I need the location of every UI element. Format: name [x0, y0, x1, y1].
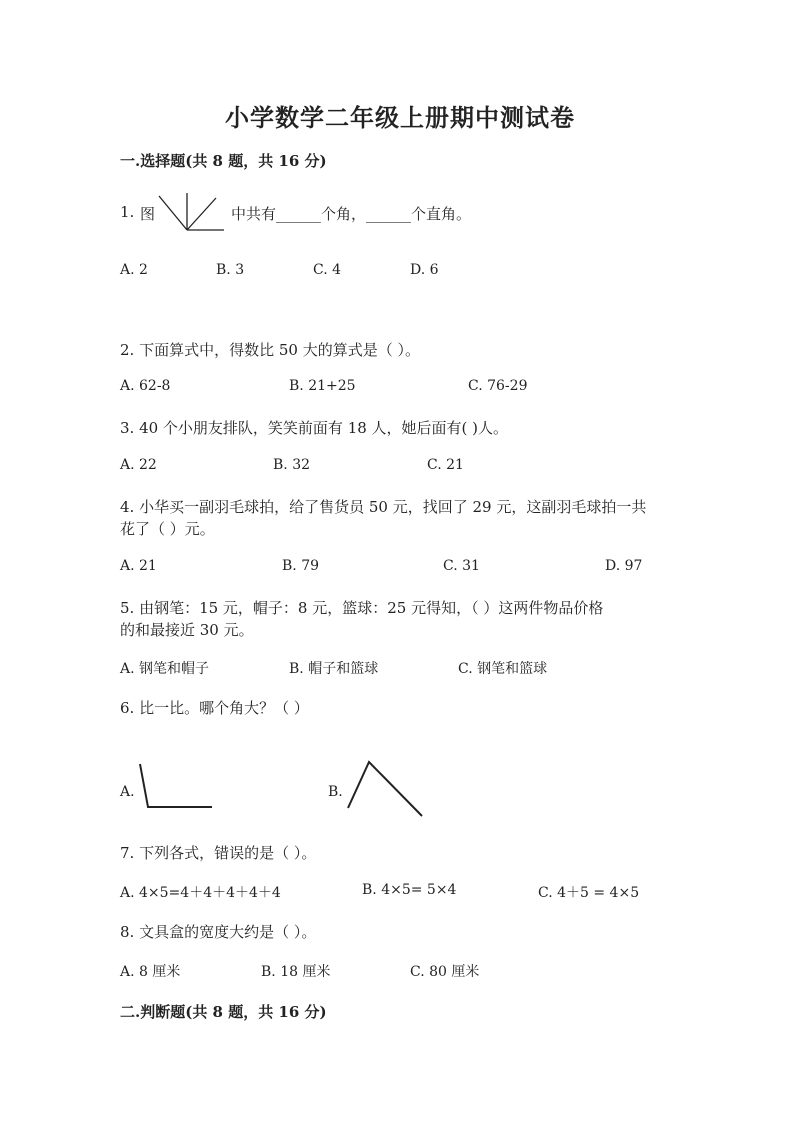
section-heading-judgment: 二.判断题(共 8 题，共 16 分): [120, 1003, 327, 1021]
angle-b-lines: [348, 762, 422, 816]
question-8-text: 8. 文具盒的宽度大约是（ ）。: [120, 923, 317, 941]
question-4-option-c[interactable]: C. 31: [443, 558, 480, 574]
angle-rays-figure: [156, 192, 226, 234]
ray-right: [187, 198, 216, 230]
question-8-option-c[interactable]: C. 80 厘米: [410, 964, 480, 980]
question-1-suffix: 中共有______个角，______个直角。: [231, 205, 472, 223]
question-6-option-a[interactable]: A.: [120, 784, 135, 800]
question-4-option-d[interactable]: D. 97: [605, 558, 643, 574]
question-8-option-a[interactable]: A. 8 厘米: [120, 964, 181, 980]
question-3-text: 3. 40 个小朋友排队，笑笑前面有 18 人，她后面有( )人。: [120, 419, 509, 437]
question-6-text: 6. 比一比。哪个角大？（ ）: [120, 699, 309, 717]
question-4-option-a[interactable]: A. 21: [120, 558, 157, 574]
question-1-option-d[interactable]: D. 6: [410, 262, 439, 278]
ray-left: [159, 196, 187, 230]
question-4-line-1: 4. 小华买一副羽毛球拍，给了售货员 50 元，找回了 29 元，这副羽毛球拍一共: [120, 498, 647, 516]
question-2-text: 2. 下面算式中，得数比 50 大的算式是（ ）。: [120, 341, 420, 359]
angle-b-figure: [344, 756, 428, 820]
question-3-option-a[interactable]: A. 22: [120, 457, 157, 473]
question-5-option-a[interactable]: A. 钢笔和帽子: [120, 661, 210, 677]
question-6-option-b[interactable]: B.: [328, 784, 343, 800]
question-1-prefix: 图: [140, 205, 156, 223]
question-5-option-c[interactable]: C. 钢笔和篮球: [458, 661, 548, 677]
section-heading-choice: 一.选择题(共 8 题，共 16 分): [120, 152, 327, 170]
question-7-option-b[interactable]: B. 4×5= 5×4: [362, 882, 457, 898]
question-7-option-c[interactable]: C. 4＋5 = 4×5: [538, 885, 640, 901]
question-4-line-2: 花了（ ）元。: [120, 520, 215, 538]
question-7-text: 7. 下列各式，错误的是（ ）。: [120, 844, 317, 862]
question-5-option-b[interactable]: B. 帽子和篮球: [289, 661, 379, 677]
angle-a-figure: [136, 760, 218, 816]
question-4-option-b[interactable]: B. 79: [282, 558, 320, 574]
question-8-option-b[interactable]: B. 18 厘米: [261, 964, 331, 980]
question-5-line-2: 的和最接近 30 元。: [120, 621, 254, 639]
question-3-option-c[interactable]: C. 21: [427, 457, 464, 473]
question-3-option-b[interactable]: B. 32: [273, 457, 311, 473]
page-title: 小学数学二年级上册期中测试卷: [225, 103, 575, 132]
question-1-number: 1.: [120, 203, 135, 221]
question-2-option-a[interactable]: A. 62-8: [120, 378, 171, 394]
question-2-option-b[interactable]: B. 21+25: [289, 378, 356, 394]
question-1-option-a[interactable]: A. 2: [120, 262, 148, 278]
question-1-option-b[interactable]: B. 3: [216, 262, 245, 278]
question-1-option-c[interactable]: C. 4: [313, 262, 342, 278]
question-5-line-1: 5. 由钢笔：15 元，帽子：8 元，篮球：25 元得知，（ ）这两件物品价格: [120, 599, 604, 617]
question-7-option-a[interactable]: A. 4×5=4＋4＋4＋4＋4: [120, 885, 281, 901]
question-2-option-c[interactable]: C. 76-29: [468, 378, 528, 394]
angle-a-lines: [140, 764, 212, 807]
